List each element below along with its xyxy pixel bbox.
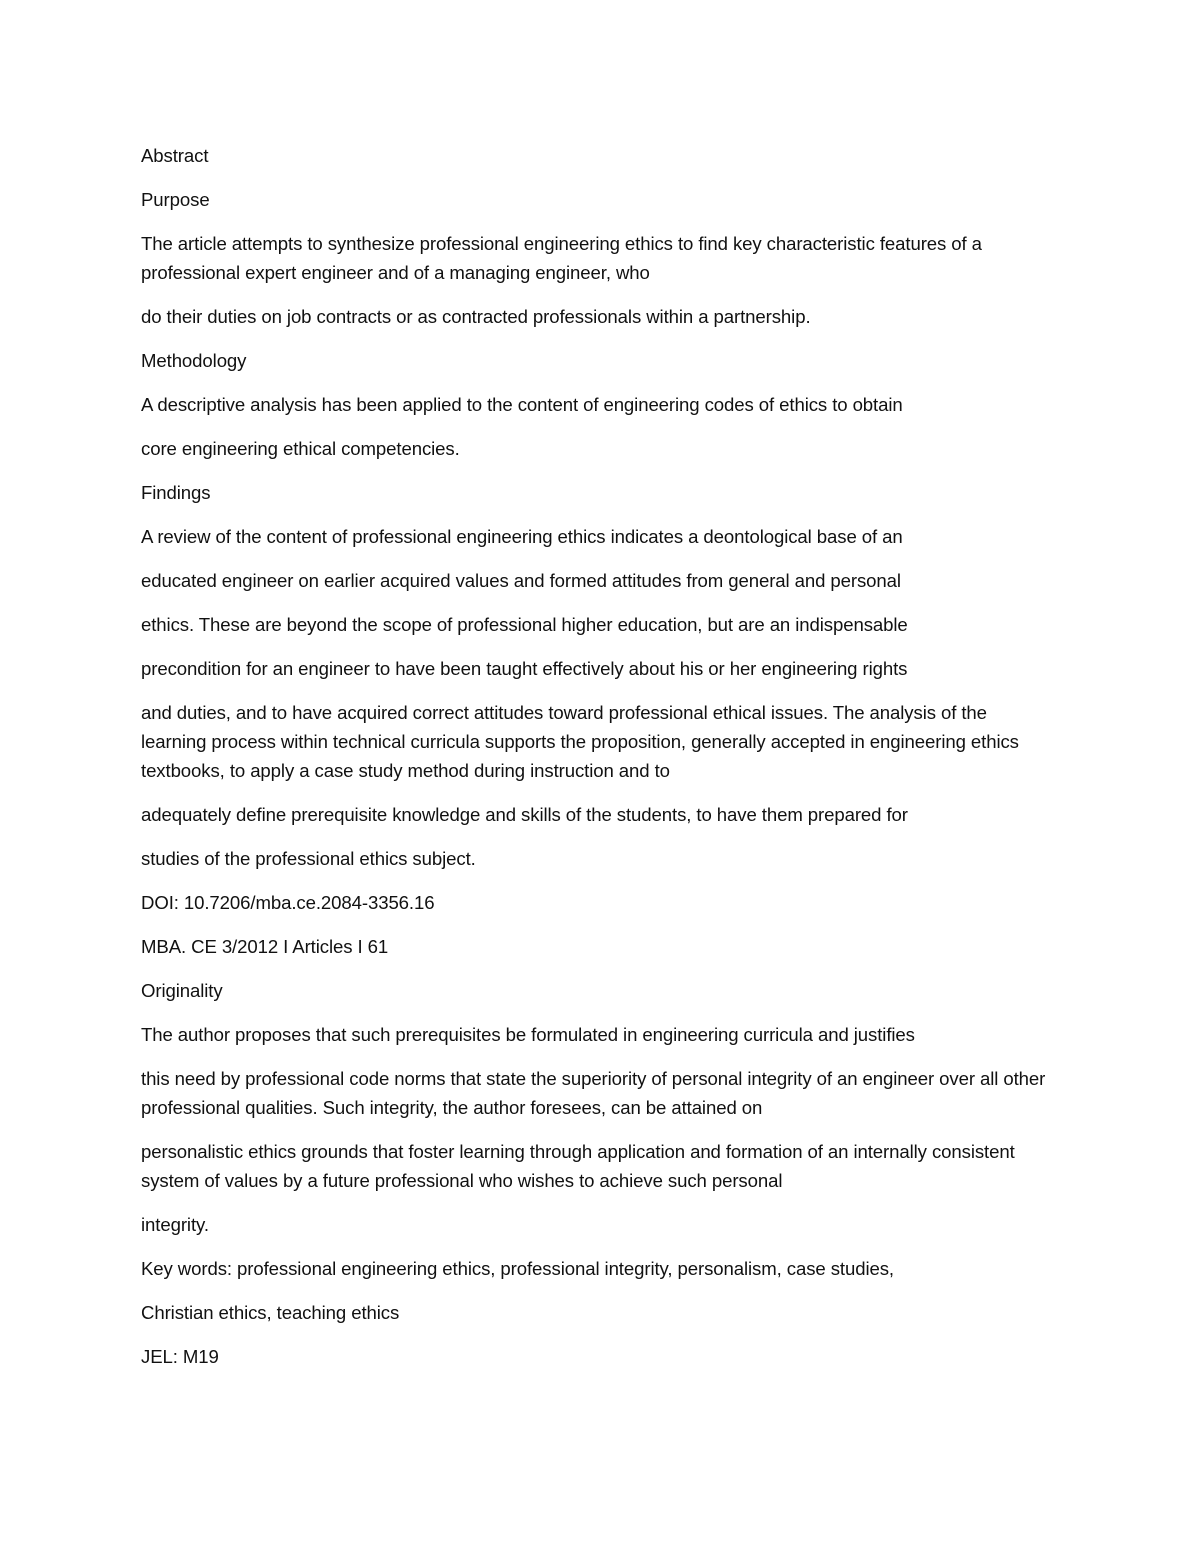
keywords-line-2: Christian ethics, teaching ethics xyxy=(141,1302,400,1323)
methodology-paragraph: A descriptive analysis has been applied to the content of engineering codes of ethics to obtain xyxy=(141,394,903,415)
findings-line-1: A review of the content of professional engineering ethics indicates a deontological base of an xyxy=(141,526,903,547)
findings-line-3: ethics. These are beyond the scope of professional higher education, but are an indispensable xyxy=(141,614,908,635)
document-body xyxy=(141,141,1056,1386)
findings-heading: Findings xyxy=(141,482,211,503)
originality-line-1: The author proposes that such prerequisites be formulated in engineering curricula and justifies xyxy=(141,1024,915,1045)
jel-code: JEL: M19 xyxy=(141,1346,219,1367)
findings-line-2: educated engineer on earlier acquired values and formed attitudes from general and personal xyxy=(141,570,901,591)
doi-text: DOI: 10.7206/mba.ce.2084-3356.16 xyxy=(141,892,435,913)
findings-line-5: adequately define prerequisite knowledge and skills of the students, to have them prepared for xyxy=(141,804,908,825)
purpose-heading: Purpose xyxy=(141,189,210,210)
originality-heading: Originality xyxy=(141,980,223,1001)
keywords-line-1: Key words: professional engineering ethics, professional integrity, personalism, case studies, xyxy=(141,1258,894,1279)
originality-paragraph-2: personalistic ethics grounds that foster learning through application and formation of an internally consistent system of values by a future professional who wishes to achieve such personal xyxy=(141,1141,1015,1191)
findings-line-4: precondition for an engineer to have been taught effectively about his or her engineering rights xyxy=(141,658,908,679)
methodology-paragraph-continued: core engineering ethical competencies. xyxy=(141,438,460,459)
purpose-paragraph: The article attempts to synthesize professional engineering ethics to find key characteristic features of a professional expert engineer and of a managing engineer, who xyxy=(141,233,982,283)
originality-paragraph-1: this need by professional code norms that state the superiority of personal integrity of an engineer over all other professional qualities. Such integrity, the author foresees, can be attained on xyxy=(141,1068,1046,1118)
journal-reference: MBA. CE 3/2012 I Articles I 61 xyxy=(141,936,389,957)
methodology-heading: Methodology xyxy=(141,350,247,371)
purpose-paragraph-continued: do their duties on job contracts or as contracted professionals within a partnership. xyxy=(141,306,811,327)
findings-paragraph: and duties, and to have acquired correct attitudes toward professional ethical issues. The analysis of the learning process within technical curricula supports the proposition, generally accepted in engineering ethics textbooks, to apply a case study method during instruction and to xyxy=(141,702,1019,781)
abstract-heading: Abstract xyxy=(141,145,209,166)
findings-line-6: studies of the professional ethics subject. xyxy=(141,848,476,869)
originality-line-end: integrity. xyxy=(141,1214,209,1235)
